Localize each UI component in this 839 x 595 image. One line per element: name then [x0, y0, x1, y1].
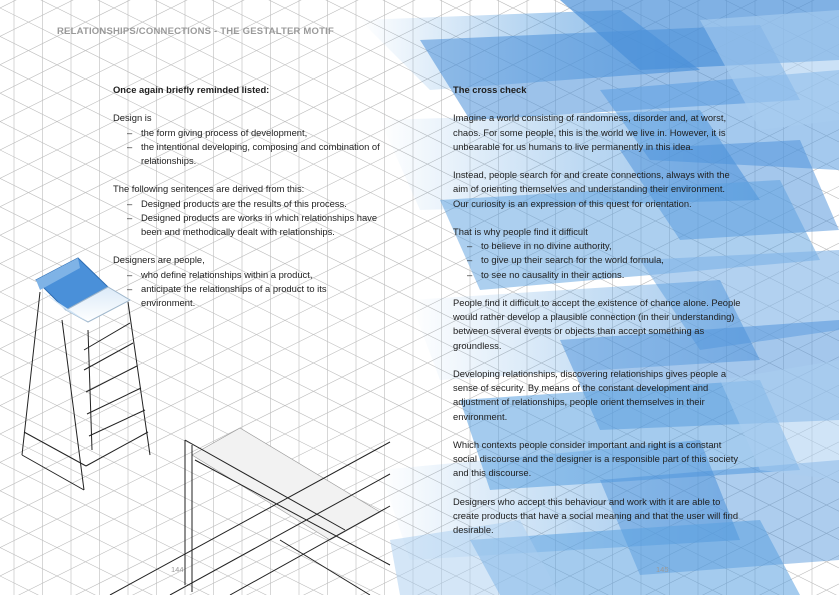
list-item: – to believe in no divine authority, — [453, 239, 743, 253]
left-heading: Once again briefly reminded listed: — [113, 84, 270, 95]
paragraph: Designers who accept this behaviour and work with it are able to create products that have a social meaning and that the user will find desirable. — [453, 495, 739, 536]
dash-bullet: – — [127, 126, 133, 138]
right-page-text — [453, 83, 743, 552]
design-intro: Design is — [113, 112, 152, 124]
page-number-left: 144 — [171, 565, 184, 574]
right-heading: The cross check — [453, 84, 527, 95]
list-item: – anticipate the relationships of a product to its environment. — [127, 282, 327, 308]
dash-bullet: – — [467, 240, 473, 252]
list-item: – who define relationships within a product, — [113, 268, 383, 282]
designers-intro: Designers are people, — [113, 254, 205, 266]
paragraph: People find it difficult to accept the existence of chance alone. People would rather develop a plausible connection (in their understanding) between several events or objects than accept something as groundless. — [453, 296, 741, 351]
dash-bullet: – — [127, 268, 133, 280]
paragraph: Imagine a world consisting of randomness, disorder and, at worst, chaos. For some people, this is the world we live in. However, it is unbearable for us humans to live permanently in this idea. — [453, 112, 727, 152]
design-list — [113, 126, 383, 169]
running-head: RELATIONSHIPS/CONNECTIONS - THE GESTALTER MOTIF — [57, 26, 334, 37]
dash-bullet: – — [127, 282, 133, 294]
dash-bullet: – — [467, 268, 473, 280]
dash-bullet: – — [467, 254, 473, 266]
list-item: – to give up their search for the world formula, — [453, 253, 743, 267]
designers-list — [113, 268, 383, 311]
paragraph: Instead, people search for and create connections, always with the aim of orienting themselves and understanding their environment. Our curiosity is an expression of this quest for orientation. — [453, 169, 730, 209]
left-page-text — [113, 83, 383, 324]
paragraph: Which contexts people consider important and right is a constant social discourse and the designer is a responsible part of this society and this discourse. — [453, 438, 739, 479]
list-item: – the intentional developing, composing and combination of relationships. — [127, 140, 380, 166]
dash-bullet: – — [127, 140, 133, 152]
list-item: – Designed products are the results of this process. — [113, 197, 383, 211]
dash-bullet: – — [127, 211, 133, 223]
causality-list — [453, 239, 743, 282]
derived-list — [113, 197, 383, 240]
paragraph: Developing relationships, discovering relationships gives people a sense of security. By means of the constant development and adjustment of relationships, people orient themselves in their environment. — [453, 367, 727, 422]
list-item: – Designed products are works in which relationships have been and methodically dealt with relationships. — [127, 211, 378, 237]
causality-intro: That is why people find it difficult — [453, 225, 588, 237]
dash-bullet: – — [127, 197, 133, 209]
list-item: – the form giving process of development, — [113, 126, 383, 140]
list-item: – to see no causality in their actions. — [453, 268, 743, 282]
derived-intro: The following sentences are derived from this: — [113, 183, 305, 195]
page-number-right: 145 — [656, 565, 669, 574]
